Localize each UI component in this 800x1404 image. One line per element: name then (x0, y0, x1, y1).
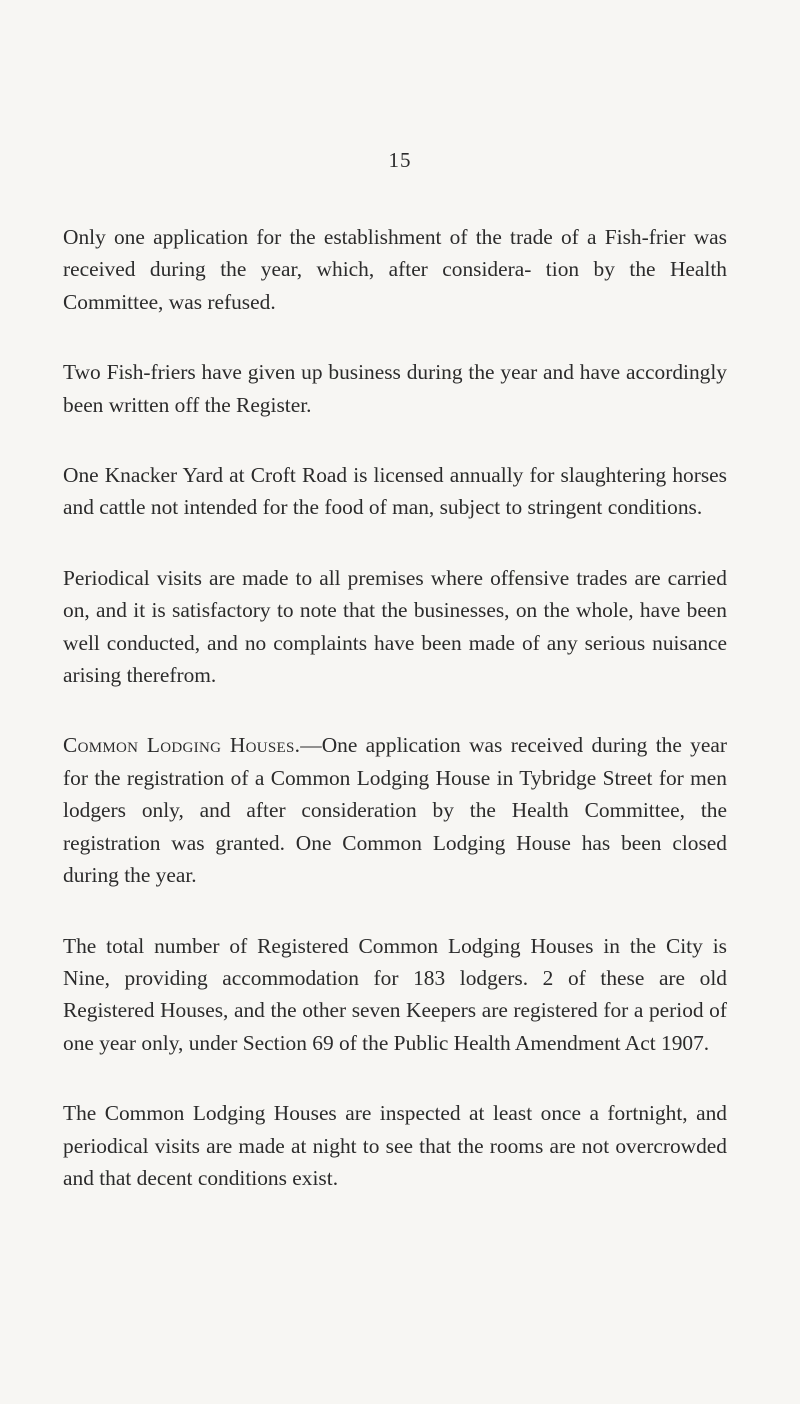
paragraph-common-lodging-houses (63, 729, 727, 891)
paragraph-periodical-visits: Periodical visits are made to all premises where offensive trades are carried on, and it is satisfactory to note that the businesses, on the whole, have been well conducted, and no complaints have been made of any serious nuisance arising therefrom. (63, 565, 727, 688)
page-number: 15 (388, 148, 412, 172)
paragraph-body: —One application was received during the year for the registration of a Common Lodging House in Tybridge Street for men lodgers only, and after consideration by the Health Committee, the registration was granted. One Common Lodging House has been closed during the year. (63, 733, 727, 888)
paragraph-inspections: The Common Lodging Houses are inspected at least once a fortnight, and periodical visits are made at night to see that the rooms are not overcrowded and that decent conditions exist. (63, 1101, 727, 1190)
text-column (63, 221, 727, 1230)
paragraph-knacker-yard: One Knacker Yard at Croft Road is licensed annually for slaughtering horses and cattle not intended for the food of man, subject to stringent conditions. (63, 463, 727, 520)
paragraph-total-registered: The total number of Registered Common Lodging Houses in the City is Nine, providing accommodation for 183 lodgers. 2 of these are old Registered Houses, and the other seven Keepers are registered for a period of one year only, under Section 69 of the Public Health Amendment Act 1907. (63, 933, 727, 1055)
paragraph-fish-friers-given-up: Two Fish-friers have given up business during the year and have accordingly been written off the Register. (63, 360, 727, 417)
paragraph-fish-frier-application: Only one application for the establishment of the trade of a Fish-frier was received during the year, which, after considera- tion by the Health Committee, was refused. (63, 225, 727, 314)
section-heading: Common Lodging Houses. (63, 733, 301, 758)
